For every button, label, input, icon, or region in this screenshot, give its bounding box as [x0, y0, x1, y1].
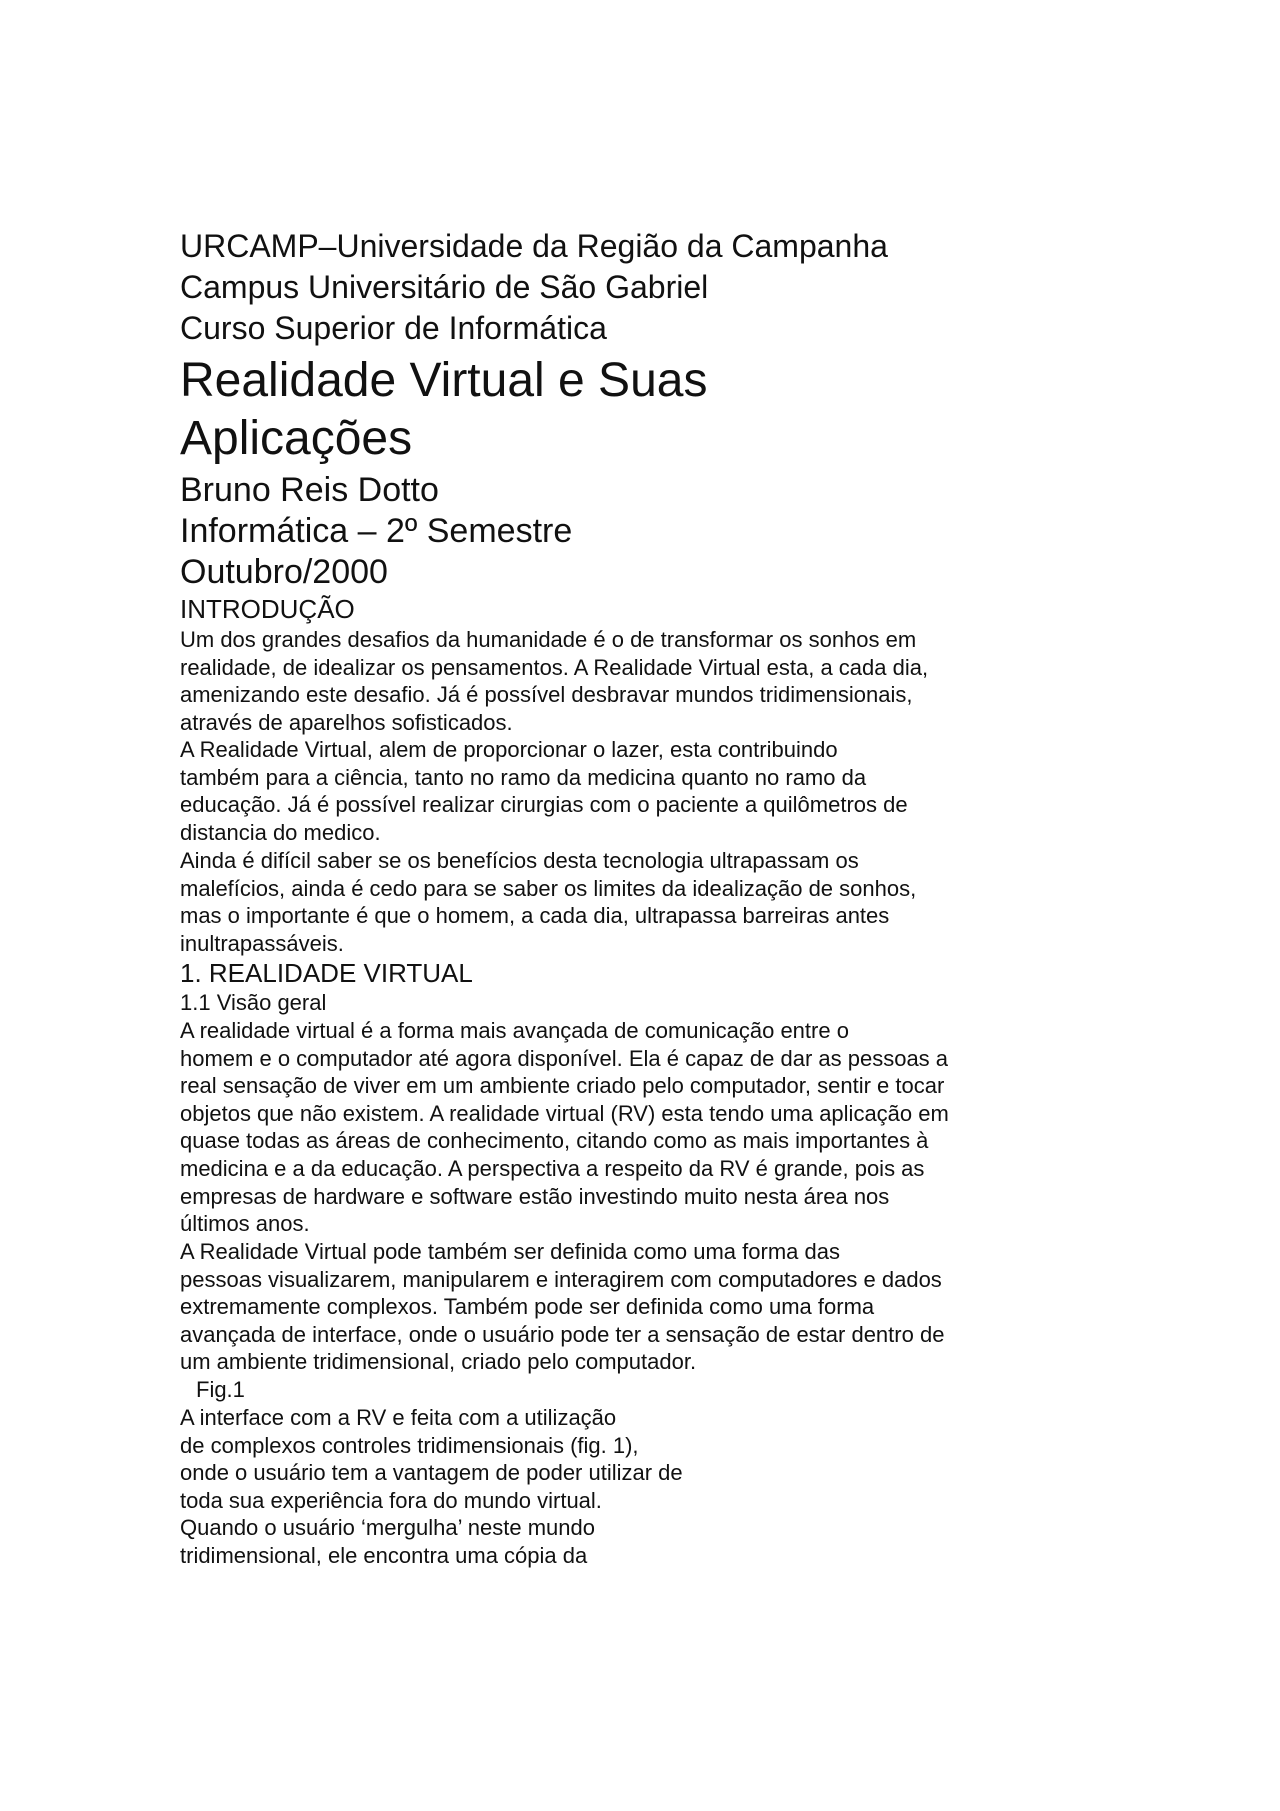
text-line: real sensação de viver em um ambiente criado pelo computador, sentir e tocar [180, 1073, 945, 1099]
figure-label: Fig.1 [196, 1377, 245, 1402]
text-line: últimos anos. [180, 1211, 310, 1237]
text-line: onde o usuário tem a vantagem de poder utilizar de [180, 1460, 683, 1486]
text-line: de complexos controles tridimensionais (fig. 1), [180, 1432, 639, 1458]
intro-paragraph-3 [180, 847, 916, 957]
section-1-paragraph-2 [180, 1238, 944, 1376]
text-line: A interface com a RV e feita com a utilização [180, 1405, 617, 1430]
section-1-paragraph-1 [180, 1017, 949, 1238]
intro-paragraph-1 [180, 626, 928, 736]
text-line: medicina e a da educação. A perspectiva a respeito da RV é grande, pois as [180, 1155, 925, 1181]
text-line: mas o importante é que o homem, a cada dia, ultrapassa barreiras antes [180, 903, 890, 929]
text-line: um ambiente tridimensional, criado pelo computador. [180, 1349, 697, 1375]
document-title-line-1: Realidade Virtual e Suas [180, 354, 708, 407]
text-line: educação. Já é possível realizar cirurgias com o paciente a quilômetros de [180, 792, 908, 818]
document-title-line-2: Aplicações [180, 412, 413, 465]
text-line: tridimensional, ele encontra uma cópia da [180, 1542, 588, 1568]
text-line: avançada de interface, onde o usuário pode ter a sensação de estar dentro de [180, 1321, 945, 1347]
text-line: empresas de hardware e software estão investindo muito nesta área nos [180, 1183, 890, 1209]
text-line: Quando o usuário ‘mergulha’ neste mundo [180, 1515, 596, 1541]
section-1-1-heading: 1.1 Visão geral [180, 990, 327, 1015]
text-line: A Realidade Virtual, alem de proporcionar o lazer, esta contribuindo [180, 737, 838, 762]
text-line: A realidade virtual é a forma mais avançada de comunicação entre o [180, 1018, 849, 1043]
intro-heading: INTRODUÇÃO [180, 594, 355, 624]
text-line: Um dos grandes desafios da humanidade é o de transformar os sonhos em [180, 627, 917, 652]
section-1-heading: 1. REALIDADE VIRTUAL [180, 958, 473, 988]
author-name: Bruno Reis Dotto [180, 471, 439, 509]
text-line: malefícios, ainda é cedo para se saber os limites da idealização de sonhos, [180, 875, 917, 901]
institution-name: URCAMP–Universidade da Região da Campanha [180, 228, 888, 264]
intro-paragraph-2 [180, 736, 908, 846]
text-line: Ainda é difícil saber se os benefícios desta tecnologia ultrapassam os [180, 848, 859, 873]
text-line: toda sua experiência fora do mundo virtual. [180, 1487, 602, 1513]
text-line: A Realidade Virtual pode também ser definida como uma forma das [180, 1239, 840, 1264]
document-date: Outubro/2000 [180, 553, 388, 591]
campus-name: Campus Universitário de São Gabriel [180, 269, 709, 305]
text-line: também para a ciência, tanto no ramo da medicina quanto no ramo da [180, 764, 867, 790]
text-line: homem e o computador até agora disponível. Ela é capaz de dar as pessoas a [180, 1045, 949, 1071]
text-line: distancia do medico. [180, 819, 381, 845]
text-line: extremamente complexos. Também pode ser definida como uma forma [180, 1294, 875, 1320]
text-line: objetos que não existem. A realidade virtual (RV) esta tendo uma aplicação em [180, 1100, 949, 1126]
section-1-paragraph-3 [180, 1404, 683, 1570]
text-line: amenizando este desafio. Já é possível desbravar mundos tridimensionais, [180, 682, 913, 708]
text-line: através de aparelhos sofisticados. [180, 709, 513, 735]
course-name: Curso Superior de Informática [180, 310, 607, 346]
program-semester: Informática – 2º Semestre [180, 512, 573, 550]
text-line: quase todas as áreas de conhecimento, citando como as mais importantes à [180, 1128, 929, 1154]
text-line: realidade, de idealizar os pensamentos. A Realidade Virtual esta, a cada dia, [180, 654, 929, 680]
text-line: inultrapassáveis. [180, 930, 344, 956]
text-line: pessoas visualizarem, manipularem e interagirem com computadores e dados [180, 1266, 942, 1292]
